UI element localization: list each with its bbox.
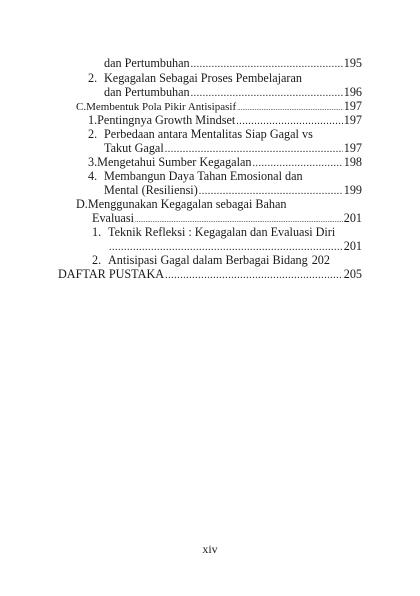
toc-entry-page: 205 <box>343 267 362 281</box>
toc-entry-number: 2. <box>88 127 98 141</box>
toc-entry-title: Kegagalan Sebagai Proses Pembelajaran <box>104 71 302 85</box>
toc-entry-title: Teknik Refleksi : Kegagalan dan Evaluasi Diri <box>108 225 336 239</box>
page-number: xiv <box>202 542 218 556</box>
toc-entry[interactable] <box>88 169 362 183</box>
toc-entry-number: 2. <box>92 253 102 267</box>
toc-entry-title: Perbedaan antara Mentalitas Siap Gagal vs <box>104 127 313 141</box>
dot-leader <box>165 269 343 283</box>
toc-entry-page: 195 <box>343 56 362 70</box>
toc-entry-page: 197 <box>343 99 362 113</box>
toc-entry-title: Takut Gagal <box>104 141 164 155</box>
toc-entry-title: dan Pertumbuhan <box>104 56 190 70</box>
toc-entry-title: dan Pertumbuhan <box>104 85 190 99</box>
toc-entry-number: 1. <box>92 225 102 239</box>
toc-entry-page: 197 <box>343 113 362 127</box>
toc-entry[interactable] <box>92 253 362 267</box>
toc-entry-page: 197 <box>343 141 362 155</box>
toc-entry-title: Membentuk Pola Pikir Antisipasif <box>86 101 237 113</box>
toc-entry-number: 3. <box>88 155 98 169</box>
toc-entry-number: 4. <box>88 169 98 183</box>
toc-entry-page: 201 <box>343 211 362 225</box>
toc-entry[interactable] <box>58 267 362 283</box>
toc-entry-title: Menggunakan Kegagalan sebagai Bahan <box>87 197 287 211</box>
toc-entry-title: Evaluasi <box>92 211 134 225</box>
toc-entry-page: 198 <box>343 155 362 169</box>
dot-leader <box>191 58 343 72</box>
toc-entry-page: 201 <box>343 239 362 253</box>
toc-entry-title: Membangun Daya Tahan Emosional dan <box>104 169 303 183</box>
toc-entry[interactable] <box>88 127 362 141</box>
toc-entry[interactable] <box>92 225 362 239</box>
toc-entry-page: 202 <box>311 253 330 267</box>
toc-entry-number: D. <box>76 197 88 211</box>
toc-entry-title: Mental (Resiliensi) <box>104 183 198 197</box>
toc-entry-number: 1. <box>88 113 98 127</box>
toc-entry-title: Mengetahui Sumber Kegagalan <box>97 155 252 169</box>
toc-entry-page: 199 <box>343 183 362 197</box>
toc-entry[interactable] <box>104 56 362 72</box>
toc-entry-number: 2. <box>88 71 98 85</box>
toc-entry-page: 196 <box>343 85 362 99</box>
toc-entry[interactable] <box>88 71 362 85</box>
toc-entry-number: C. <box>76 101 87 113</box>
toc-entry-title: Antisipasi Gagal dalam Berbagai Bidang <box>108 253 308 267</box>
toc-entry-title: DAFTAR PUSTAKA <box>58 267 165 281</box>
toc-entry[interactable] <box>76 197 362 211</box>
toc-entry-title: Pentingnya Growth Mindset <box>97 113 236 127</box>
